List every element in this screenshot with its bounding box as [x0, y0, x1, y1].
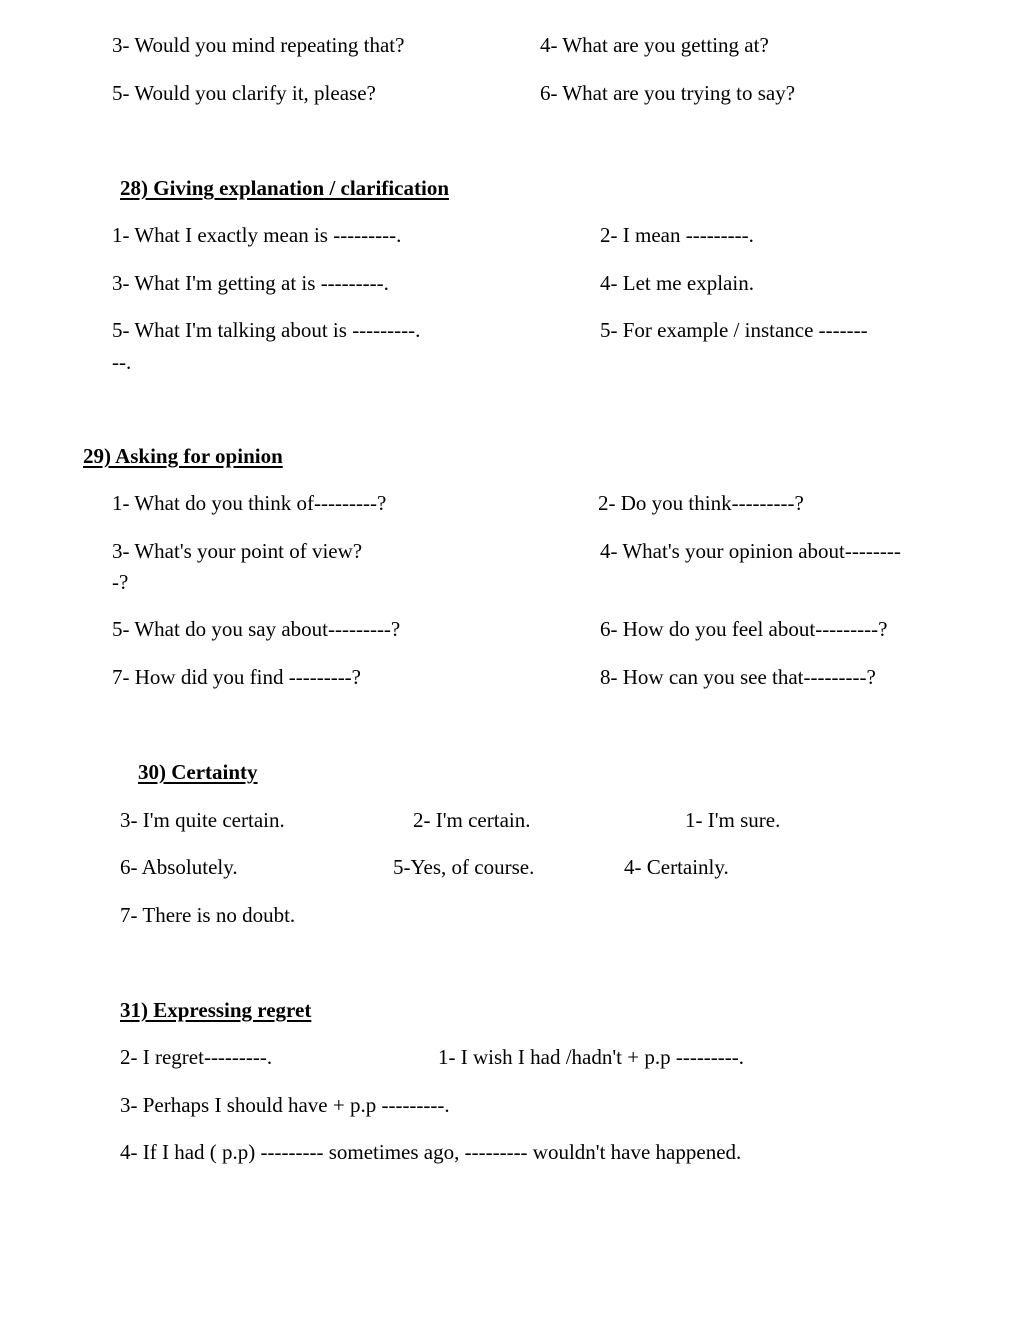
phrase-item: 2- I mean ---------.: [600, 223, 754, 247]
phrase-item: 5- What I'm talking about is ---------.: [112, 318, 421, 342]
phrase-item: 4- If I had ( p.p) --------- sometimes ago, --------- wouldn't have happened.: [120, 1140, 742, 1164]
section-heading-28: 28) Giving explanation / clarification: [120, 176, 449, 200]
phrase-item: 1- What I exactly mean is ---------.: [112, 223, 402, 247]
phrase-item: 5- Would you clarify it, please?: [112, 81, 376, 105]
phrase-item: 4- What's your opinion about--------: [600, 539, 901, 563]
phrase-item: 1- What do you think of---------?: [112, 491, 387, 515]
phrase-item: 3- What I'm getting at is ---------.: [112, 271, 389, 295]
phrase-item: 5- What do you say about---------?: [112, 617, 401, 641]
phrase-item: 2- Do you think---------?: [598, 491, 804, 515]
phrase-item: 3- Perhaps I should have + p.p ---------.: [120, 1093, 450, 1117]
phrase-item: 2- I regret---------.: [120, 1045, 273, 1069]
phrase-item: 4- What are you getting at?: [540, 33, 769, 57]
phrase-item: 6- Absolutely.: [120, 855, 238, 879]
section-heading-29: 29) Asking for opinion: [83, 444, 283, 468]
phrase-item: 4- Let me explain.: [600, 271, 754, 295]
phrase-item: 7- How did you find ---------?: [112, 665, 361, 689]
phrase-item: 5-Yes, of course.: [393, 855, 535, 879]
phrase-item: 2- I'm certain.: [413, 808, 531, 832]
phrase-item: 1- I'm sure.: [685, 808, 781, 832]
phrase-item: 7- There is no doubt.: [120, 903, 296, 927]
phrase-item-wrap: --.: [112, 350, 132, 374]
section-heading-30: 30) Certainty: [138, 760, 258, 784]
phrase-item: 6- How do you feel about---------?: [600, 617, 888, 641]
phrase-item: 3- I'm quite certain.: [120, 808, 285, 832]
phrase-item: 6- What are you trying to say?: [540, 81, 796, 105]
phrase-item: 3- Would you mind repeating that?: [112, 33, 405, 57]
phrase-item-wrap: -?: [112, 570, 129, 594]
phrase-item: 8- How can you see that---------?: [600, 665, 876, 689]
phrase-item: 5- For example / instance -------: [600, 318, 868, 342]
phrase-item: 1- I wish I had /hadn't + p.p ---------.: [438, 1045, 745, 1069]
phrase-item: 3- What's your point of view?: [112, 539, 363, 563]
section-heading-31: 31) Expressing regret: [120, 998, 312, 1022]
phrase-item: 4- Certainly.: [624, 855, 729, 879]
